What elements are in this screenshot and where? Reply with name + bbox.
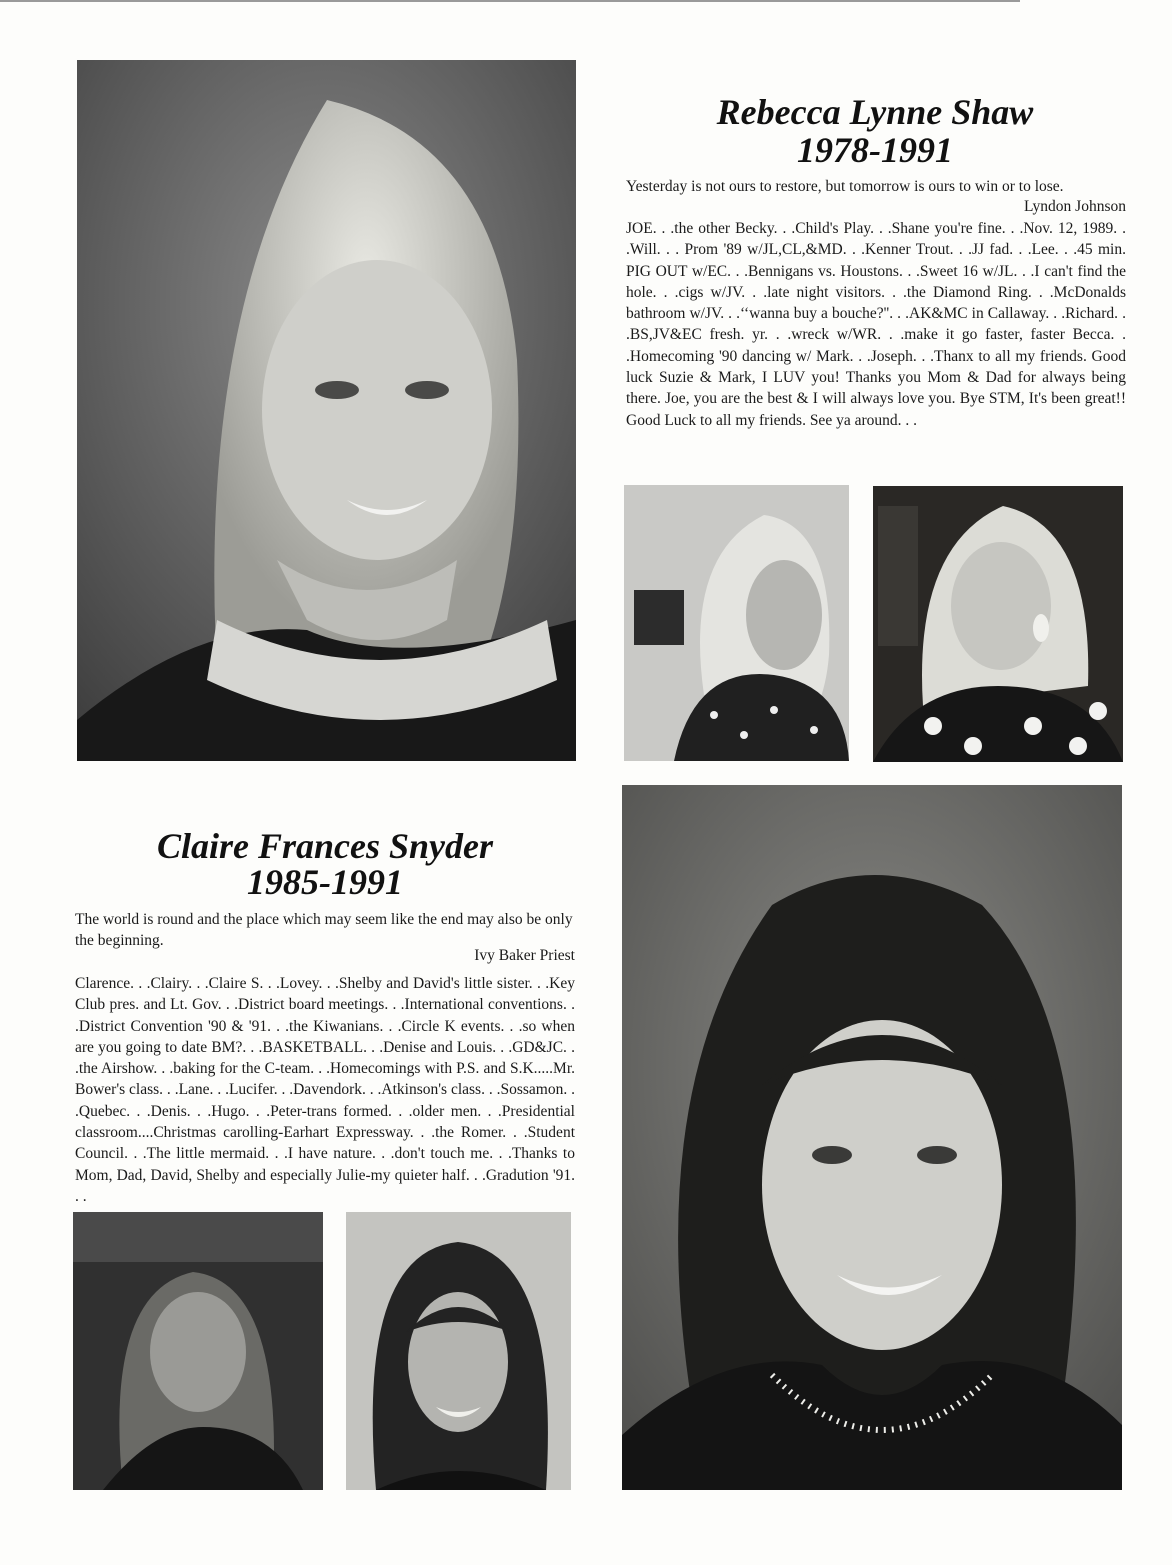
claire-quote: The world is round and the place which may seem like the end may also be only the beginning. — [75, 911, 573, 949]
claire-candid-photo-1 — [73, 1212, 323, 1490]
claire-quote-author: Ivy Baker Priest — [474, 947, 575, 964]
rebecca-quote-author: Lyndon Johnson — [1023, 198, 1126, 215]
rebecca-candid-photo-1 — [624, 485, 849, 761]
rebecca-name: Rebecca Lynne Shaw — [716, 92, 1034, 132]
claire-senior-portrait — [622, 785, 1122, 1490]
claire-candid-photo-2 — [346, 1212, 571, 1490]
rebecca-senior-portrait — [77, 60, 576, 761]
claire-name: Claire Frances Snyder — [156, 826, 494, 866]
page-top-rule — [0, 0, 1020, 2]
claire-years: 1985-1991 — [247, 862, 403, 902]
claire-memories-text: Clarence. . .Clairy. . .Claire S. . .Lovey. . .Shelby and David's little sister. . .Key Club pres. and Lt. Gov. . .District board meetings. . .International conventions. . .District Convention '90 & '91. . .the Kiwanians. . .Circle K events. . .so when are you going to date BM?. . .BASKETBALL. . .Denise and Louis. . .GD&JC. . .the Airshow. . .baking for the C-team. . .Homecomings with P.S. and S.K.....Mr. Bower's class. . .Lane. . .Lucifer. . .Davendork. . .Atkinson's class. . .Sossamon. . .Quebec. . .Denis. . .Hugo. . .Peter-trans formed. . .older men. . .Presidential classroom....Christmas carolling-Earhart Expressway. . .the Romer. . .Student Council. . .The little mermaid. . .I have nature. . .don't touch me. . .Thanks to Mom, Dad, David, Shelby and especially Julie-my quieter half. . .Gradution '91. . . — [75, 975, 575, 1205]
rebecca-years: 1978-1991 — [797, 130, 953, 170]
rebecca-quote: Yesterday is not ours to restore, but tomorrow is ours to win or to lose. — [626, 178, 1064, 195]
rebecca-candid-photo-2 — [873, 486, 1123, 762]
rebecca-memories-text: JOE. . .the other Becky. . .Child's Play. . .Shane you're fine. . .Nov. 12, 1989. . .Will. . . Prom '89 w/JL,CL,&MD. . .Kenner Trout. . .JJ fad. . .Lee. . .45 min. PIG OUT w/EC. . .Bennigans vs. Houstons. . .Sweet 16 w/JL. . .I can't find the hole. . .cigs w/JV. . .late night visitors. . .the Diamond Ring. . .McDonalds bathroom w/JV. . .‘‘wanna buy a bouche?''. . .AK&MC in Callaway. . .Richard. . .BS,JV&EC fresh. yr. . .wreck w/WR. . .make it go faster, faster Becca. . .Homecoming '90 dancing w/ Mark. . .Joseph. . .Thanx to all my friends. Good luck Suzie & Mark, I LUV you! Thanks you Mom & Dad for always being there. Joe, you are the best & I will always love you. Bye STM, It's been great!! Good Luck to all my friends. See ya around. . . — [626, 220, 1126, 429]
